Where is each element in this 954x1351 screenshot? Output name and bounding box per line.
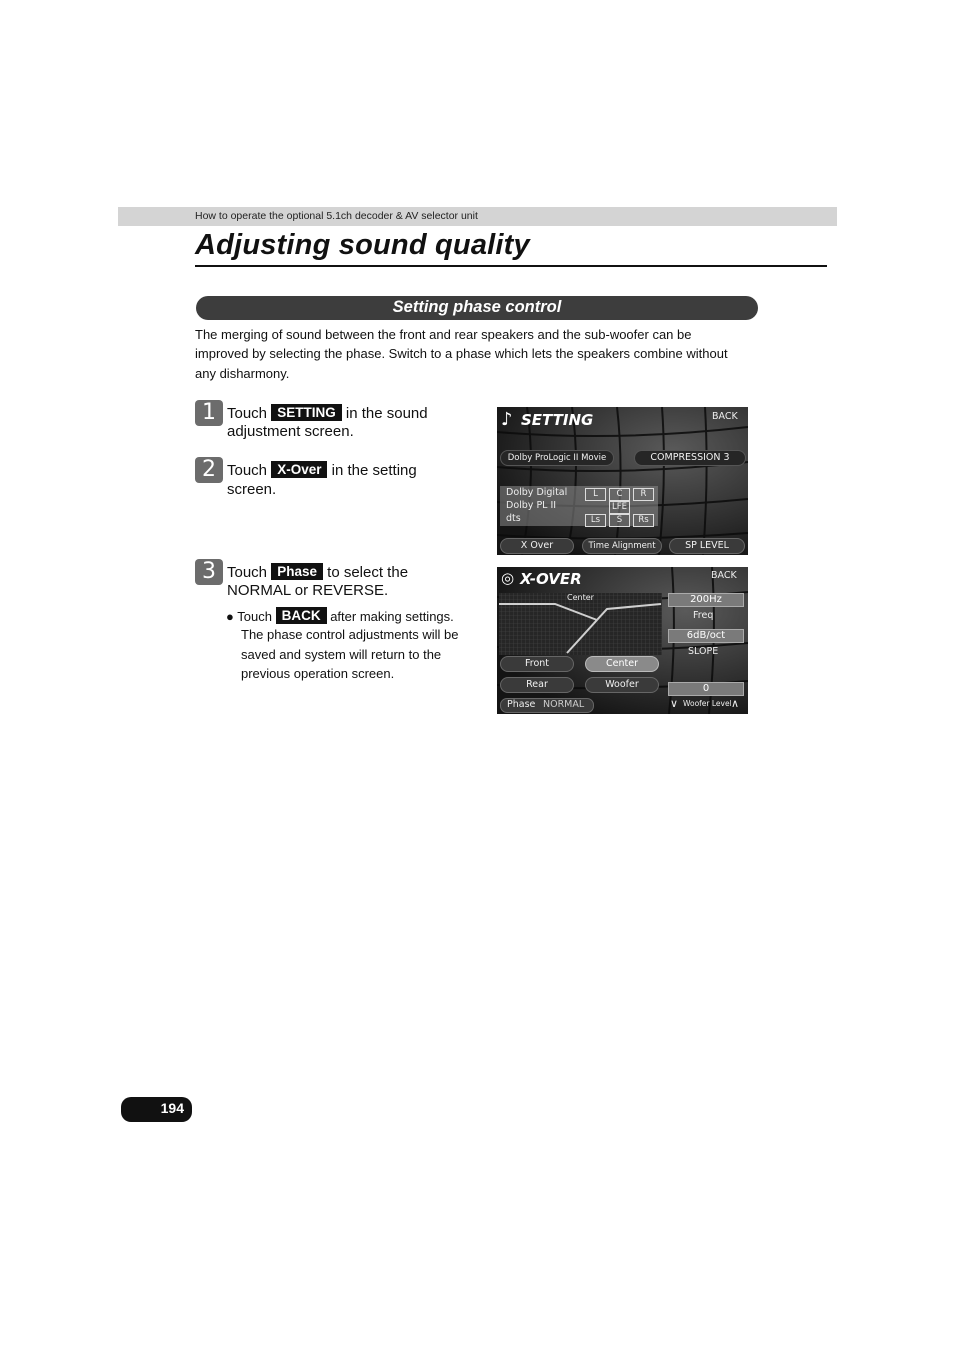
- phase-label: Phase: [507, 699, 536, 710]
- x-over-button[interactable]: X Over: [500, 538, 574, 554]
- mode-display: Dolby ProLogic II Movie: [500, 450, 614, 466]
- bullet-text: The phase control adjustments will be: [241, 627, 459, 642]
- step-3-line: [227, 563, 408, 581]
- step-text: NORMAL or REVERSE.: [227, 582, 389, 599]
- back-button[interactable]: BACK: [711, 570, 737, 581]
- channel-indicator: LFE: [609, 501, 630, 514]
- speaker-icon: ◎: [501, 569, 515, 587]
- phase-button[interactable]: [500, 698, 594, 713]
- step-text: in the sound: [345, 405, 428, 422]
- chevron-down-icon[interactable]: ∨: [670, 697, 679, 710]
- phase-value: NORMAL: [543, 699, 585, 710]
- step-text: to select the: [327, 564, 409, 581]
- screen-title: X-OVER: [520, 570, 582, 588]
- music-note-icon: ♪: [501, 409, 513, 430]
- step-text: Touch: [227, 564, 268, 581]
- graph-label: Center: [567, 593, 594, 602]
- woofer-button[interactable]: Woofer: [585, 677, 659, 693]
- bullet-text: after making settings.: [330, 609, 454, 624]
- setting-screen-image: [497, 407, 748, 555]
- bullet-line: [226, 607, 454, 624]
- slope-label[interactable]: SLOPE: [688, 646, 719, 657]
- rear-button[interactable]: Rear: [500, 677, 574, 693]
- woofer-level-label: Woofer Level: [683, 699, 732, 708]
- freq-value: 200Hz: [668, 593, 744, 607]
- step-text: in the setting: [331, 462, 417, 479]
- channel-indicator: S: [609, 514, 630, 527]
- title-divider: [195, 265, 827, 267]
- center-button[interactable]: Center: [585, 656, 659, 672]
- channel-indicator: Ls: [585, 514, 606, 527]
- format-label: Dolby Digital: [506, 487, 568, 498]
- step-number: 2: [195, 457, 223, 483]
- chevron-up-icon[interactable]: ∧: [731, 697, 740, 710]
- x-over-button-label: X-Over: [271, 461, 327, 478]
- time-alignment-button[interactable]: Time Alignment: [582, 538, 662, 554]
- bullet-text: Touch: [237, 609, 272, 624]
- intro-line: improved by selecting the phase. Switch to a phase which lets the speakers combine without: [195, 346, 728, 361]
- step-2-line: [227, 461, 417, 479]
- step-text: adjustment screen.: [227, 423, 354, 440]
- channel-indicator: L: [585, 488, 606, 501]
- front-button[interactable]: Front: [500, 656, 574, 672]
- screen-title: SETTING: [521, 411, 594, 429]
- woofer-value: 0: [668, 682, 744, 696]
- page-number: 194: [121, 1097, 192, 1122]
- bullet-text: previous operation screen.: [241, 666, 395, 681]
- step-1-line: [227, 404, 428, 422]
- channel-indicator: Rs: [633, 514, 654, 527]
- step-number: 3: [195, 559, 223, 585]
- step-text: Touch: [227, 462, 268, 479]
- channel-indicator: R: [633, 488, 654, 501]
- format-label: Dolby PL II: [506, 500, 557, 511]
- intro-line: The merging of sound between the front and rear speakers and the sub-woofer can be: [195, 327, 692, 342]
- bullet-icon: ●: [226, 609, 234, 624]
- back-button[interactable]: BACK: [712, 411, 738, 422]
- back-button-label: BACK: [276, 607, 327, 624]
- x-over-screen-image: [497, 567, 748, 714]
- step-number: 1: [195, 400, 223, 426]
- page-title: Adjusting sound quality: [195, 229, 530, 261]
- compression-button[interactable]: COMPRESSION 3: [634, 450, 746, 466]
- breadcrumb: How to operate the optional 5.1ch decoder & AV selector unit: [195, 210, 478, 222]
- header-bar: [118, 207, 837, 226]
- phase-button-label: Phase: [271, 563, 323, 580]
- setting-button-label: SETTING: [271, 404, 342, 421]
- intro-line: any disharmony.: [195, 366, 290, 381]
- sp-level-button[interactable]: SP LEVEL: [669, 538, 745, 554]
- channel-indicator: C: [609, 488, 630, 501]
- slope-value: 6dB/oct: [668, 629, 744, 643]
- tile-background: [497, 407, 748, 555]
- step-text: screen.: [227, 481, 277, 498]
- bullet-text: saved and system will return to the: [241, 647, 442, 662]
- freq-label[interactable]: Freq: [693, 610, 714, 621]
- section-title: Setting phase control: [196, 296, 758, 320]
- format-label: dts: [506, 513, 521, 524]
- step-text: Touch: [227, 405, 268, 422]
